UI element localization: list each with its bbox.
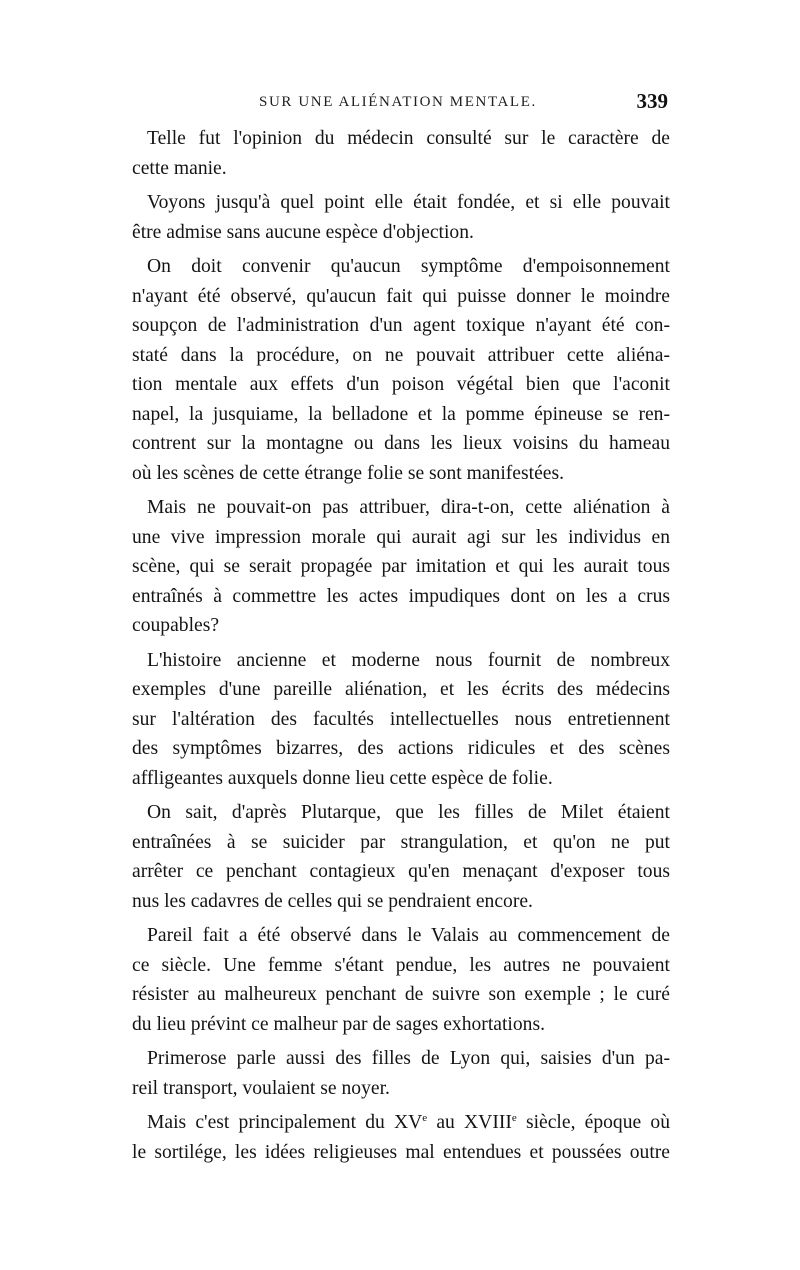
paragraph [132, 646, 670, 794]
text-line [132, 1108, 670, 1138]
text-line: coupables? [132, 615, 220, 636]
text-line: nus les cadavres de celles qui se pendraient encore. [132, 890, 533, 912]
text-line: Voyons jusqu'à quel point elle était fondée, et si elle pouvait [147, 192, 670, 213]
paragraph-final [132, 1108, 670, 1167]
text-line: On doit convenir qu'aucun symptôme d'empoisonnement [147, 256, 670, 277]
text-line: Pareil fait a été observé dans le Valais au commencement de [147, 925, 670, 946]
text-line: des symptômes bizarres, des actions ridicules et des scènes [132, 738, 670, 759]
text-line: où les scènes de cette étrange folie se sont manifestées. [132, 462, 564, 484]
text-segment: au [427, 1112, 465, 1133]
text-line: cette manie. [132, 157, 227, 179]
paragraph [132, 1044, 670, 1103]
text-line: sur l'altération des facultés intellectuelles nous entretiennent [132, 708, 670, 730]
text-line: affligeantes auxquels donne lieu cette espèce de folie. [132, 767, 553, 789]
text-line: le sortilége, les idées religieuses mal entendues et poussées outre [132, 1141, 670, 1163]
text-line: arrêter ce penchant contagieux qu'en menaçant d'exposer tous [132, 861, 670, 882]
book-page [132, 88, 670, 1172]
paragraph [132, 124, 670, 183]
text-line: résister au malheureux penchant de suivre son exemple ; le curé [132, 984, 670, 1005]
page-number: 339 [636, 89, 668, 113]
text-line: scène, qui se serait propagée par imitation et qui les aurait tous [132, 556, 670, 577]
body-text [132, 124, 670, 1103]
century-numeral: XVIII [464, 1112, 512, 1133]
text-segment: siècle, époque où [516, 1112, 670, 1133]
text-segment: Mais c'est principalement du [147, 1112, 394, 1133]
paragraph [132, 252, 670, 488]
text-line: tion mentale aux effets d'un poison végétal bien que l'aconit [132, 374, 670, 395]
paragraph [132, 493, 670, 641]
paragraph [132, 798, 670, 916]
text-line: Telle fut l'opinion du médecin consulté sur le caractère de [147, 128, 670, 149]
text-line: napel, la jusquiame, la belladone et la pomme épineuse se ren- [132, 403, 670, 425]
text-line: L'histoire ancienne et moderne nous fournit de nombreux [147, 649, 670, 671]
text-line: contrent sur la montagne ou dans les lieux voisins du hameau [132, 433, 670, 454]
text-line: n'ayant été observé, qu'aucun fait qui puisse donner le moindre [132, 285, 670, 307]
text-line: soupçon de l'administration d'un agent toxique n'ayant été con- [132, 315, 670, 336]
text-line: être admise sans aucune espèce d'objection. [132, 221, 474, 243]
text-line: staté dans la procédure, on ne pouvait attribuer cette aliéna- [132, 344, 670, 366]
paragraph [132, 188, 670, 247]
running-head [132, 88, 670, 118]
text-line: entraînées à se suicider par strangulation, et qu'on ne put [132, 831, 670, 853]
text-line: Primerose parle aussi des filles de Lyon qui, saisies d'un pa- [147, 1048, 670, 1069]
text-line: Mais ne pouvait-on pas attribuer, dira-t-on, cette aliénation à [147, 497, 670, 518]
running-title: SUR UNE ALIÉNATION MENTALE. [259, 94, 537, 110]
superscript: e [511, 1112, 517, 1124]
text-line: ce siècle. Une femme s'étant pendue, les autres ne pouvaient [132, 954, 670, 976]
text-line: du lieu prévint ce malheur par de sages exhortations. [132, 1013, 545, 1035]
text-line: une vive impression morale qui aurait agi sur les individus en [132, 526, 670, 548]
text-line: reil transport, voulaient se noyer. [132, 1077, 390, 1099]
superscript: e [422, 1112, 428, 1124]
paragraph [132, 921, 670, 1039]
text-line: entraînés à commettre les actes impudiques dont on les a crus [132, 585, 670, 607]
text-line: exemples d'une pareille aliénation, et les écrits des médecins [132, 679, 670, 700]
century-numeral: XV [393, 1112, 423, 1133]
text-line: On sait, d'après Plutarque, que les filles de Milet étaient [147, 802, 670, 823]
